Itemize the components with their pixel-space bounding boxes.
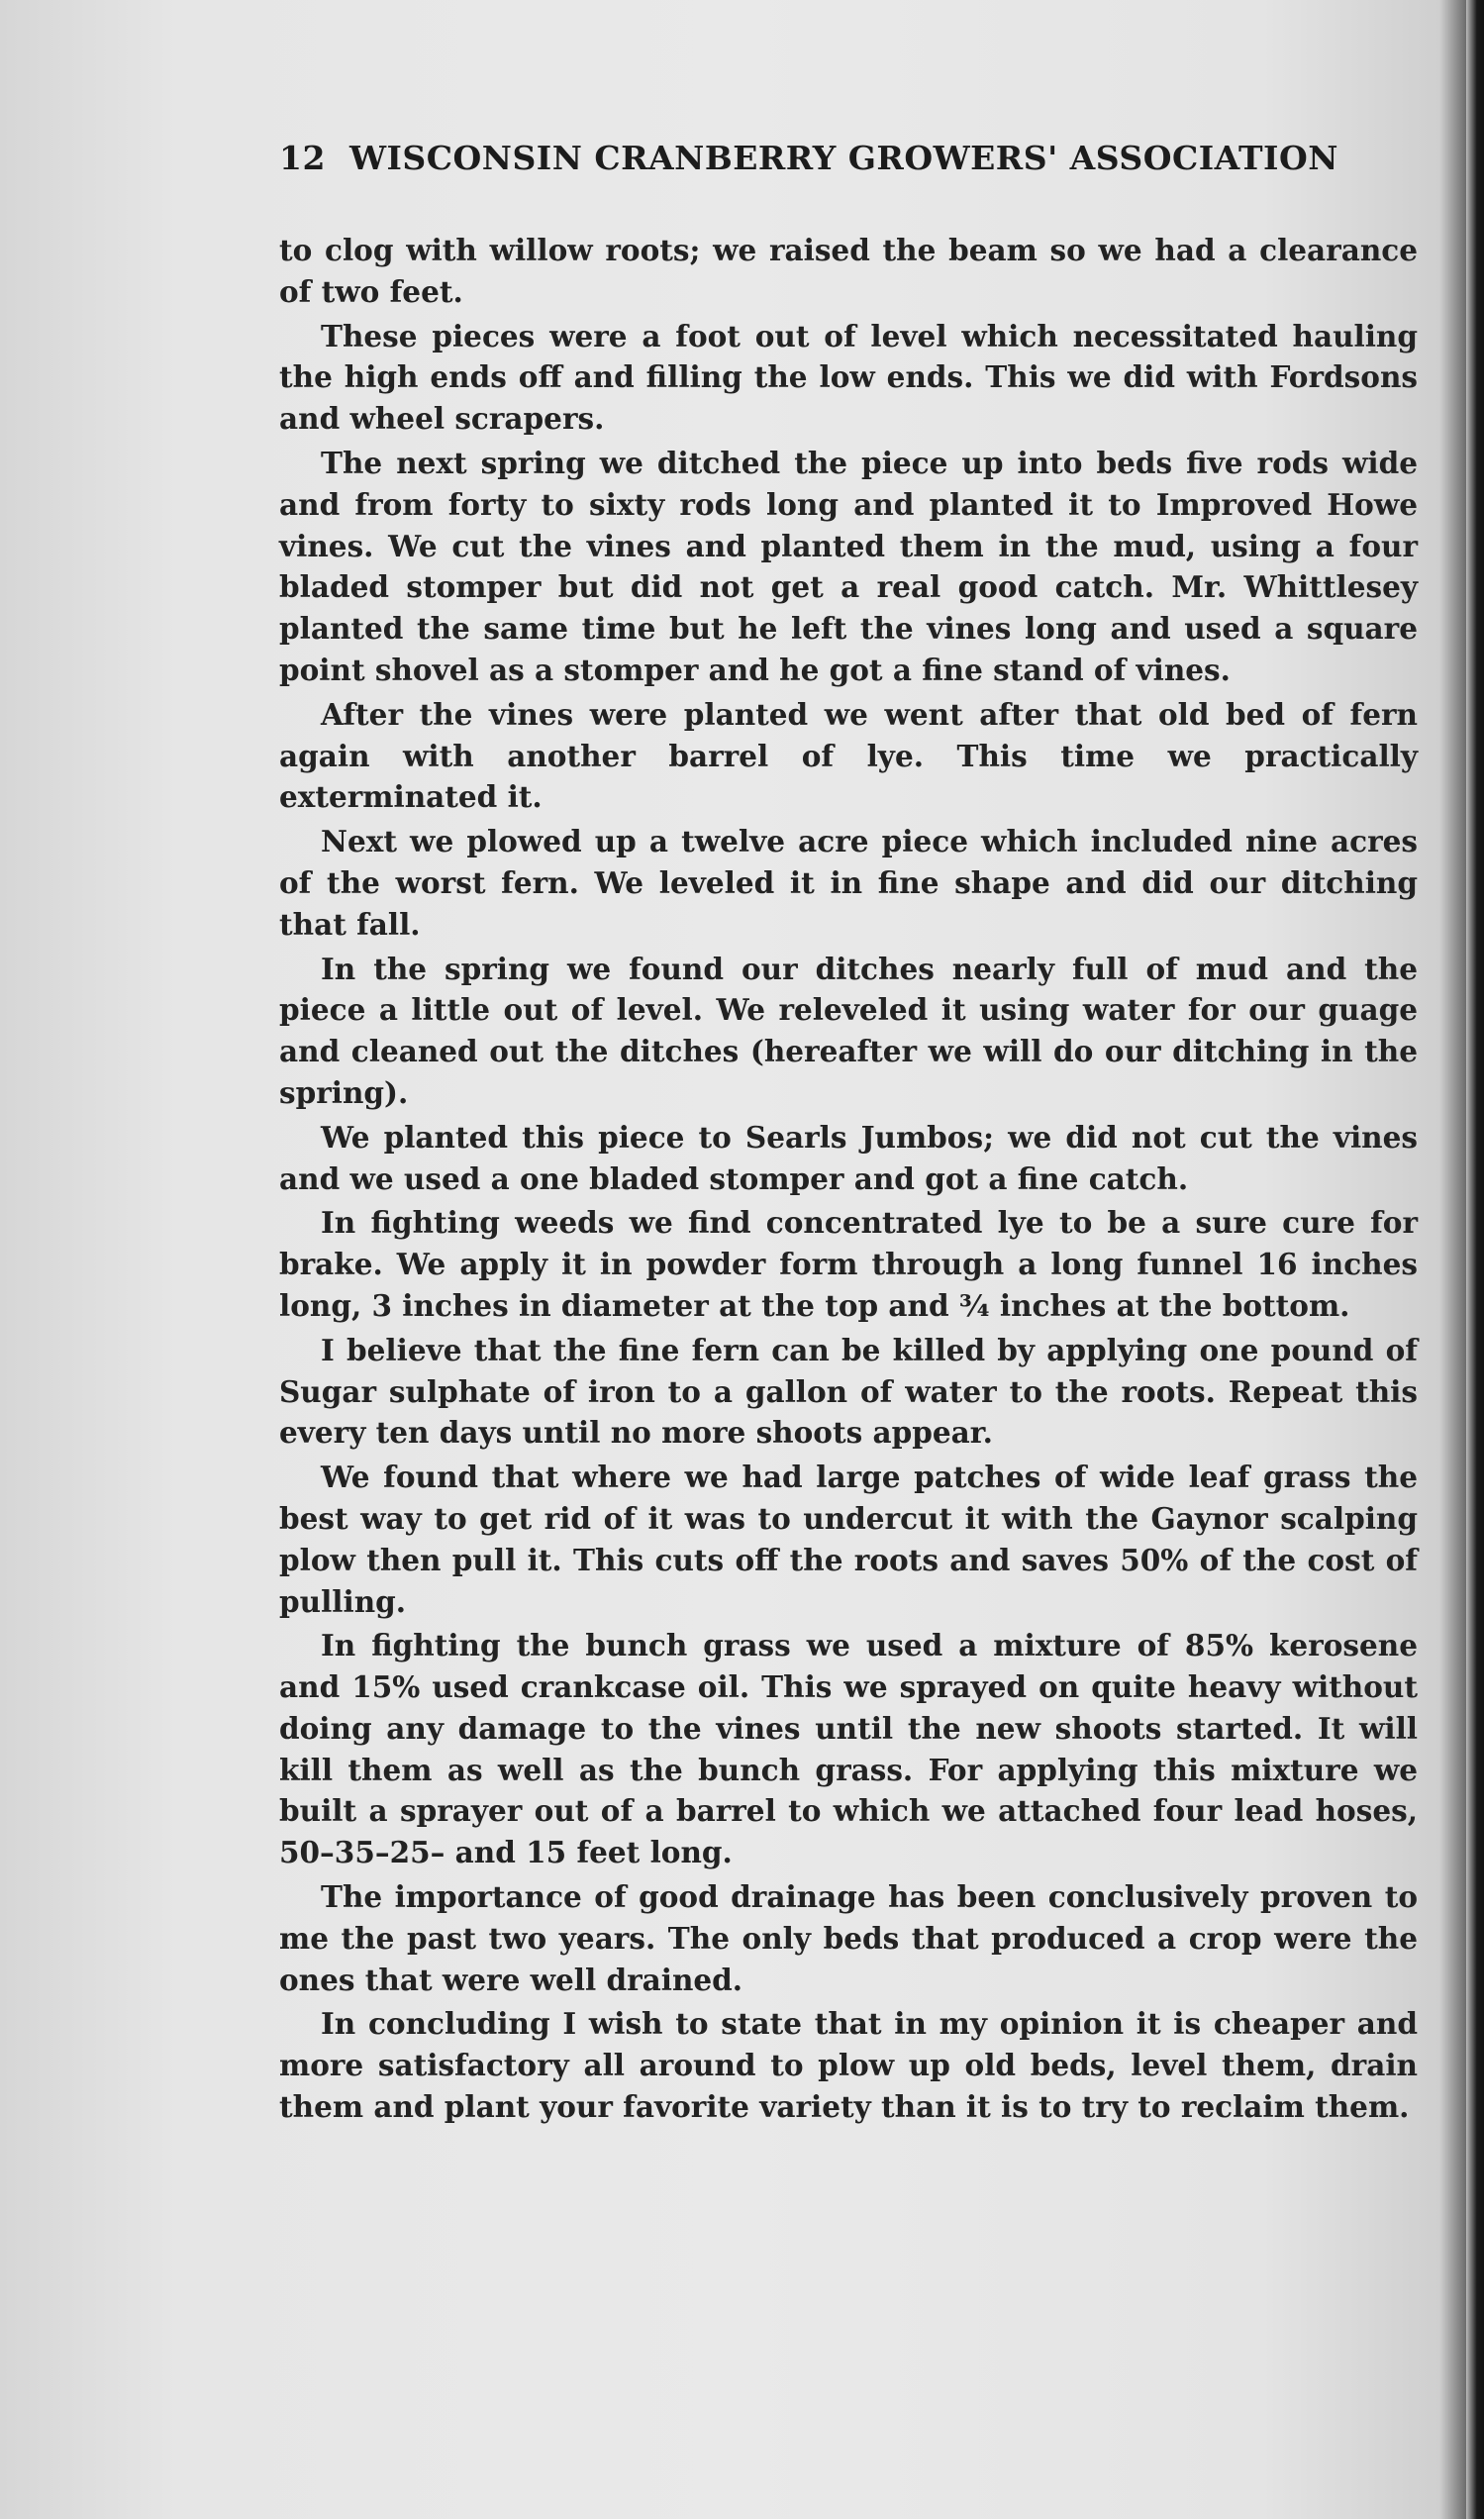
paragraph: The importance of good drainage has been conclusively proven to me the past two years. The only beds that produced a crop were the ones that were well drained. — [279, 1879, 1418, 1997]
page-edge-shadow — [1466, 0, 1484, 2519]
paragraph: Next we plowed up a twelve acre piece which included nine acres of the worst fern. We leveled it in fine shape and did our ditching that fall. — [279, 824, 1418, 942]
article-body — [279, 230, 1418, 2131]
header-title: WISCONSIN CRANBERRY GROWERS' ASSOCIATION — [348, 139, 1338, 177]
paragraph: In fighting the bunch grass we used a mixture of 85% kerosene and 15% used crankcase oil. This we sprayed on quite heavy without doing any damage to the vines until the new shoots started. It will kill them as well as the bunch grass. For applying this mixture we built a sprayer out of a barrel to which we attached four lead hoses, 50–35–25– and 15 feet long. — [279, 1628, 1418, 1870]
paragraph: After the vines were planted we went after that old bed of fern again with another barrel of lye. This time we practically exterminated it. — [279, 696, 1418, 815]
paragraph: These pieces were a foot out of level which necessitated hauling the high ends off and filling the low ends. This we did with Fordsons and wheel scrapers. — [279, 318, 1418, 437]
paragraph: In the spring we found our ditches nearly full of mud and the piece a little out of level. We releveled it using water for our guage and cleaned out the ditches (hereafter we will do our ditching in the spring). — [279, 951, 1418, 1110]
paragraph: We found that where we had large patches of wide leaf grass the best way to get rid of it was to undercut it with the Gaynor scalping plow then pull it. This cuts off the roots and saves 50% of the cost of pulling. — [279, 1460, 1418, 1619]
running-header — [279, 139, 1408, 177]
paragraph: In concluding I wish to state that in my opinion it is cheaper and more satisfactory all around to plow up old beds, level them, drain them and plant your favorite variety than it is to try to reclaim them. — [279, 2006, 1418, 2125]
paragraph: In fighting weeds we find concentrated lye to be a sure cure for brake. We apply it in powder form through a long funnel 16 inches long, 3 inches in diameter at the top and ¾ inches at the bottom. — [279, 1205, 1418, 1323]
page-number: 12 — [279, 139, 326, 177]
paragraph: We planted this piece to Searls Jumbos; we did not cut the vines and we used a one bladed stomper and got a fine catch. — [279, 1119, 1418, 1196]
paragraph: I believe that the fine fern can be killed by applying one pound of Sugar sulphate of iron to a gallon of water to the roots. Repeat this every ten days until no more shoots appear. — [279, 1332, 1418, 1451]
paragraph-continued: to clog with willow roots; we raised the beam so we had a clearance of two feet. — [279, 233, 1418, 309]
paragraph: The next spring we ditched the piece up into beds five rods wide and from forty to sixty rods long and planted it to Improved Howe vines. We cut the vines and planted them in the mud, using a four bladed stomper but did not get a real good catch. Mr. Whittlesey planted the same time but he left the vines long and used a square point shovel as a stomper and he got a fine stand of vines. — [279, 445, 1418, 687]
